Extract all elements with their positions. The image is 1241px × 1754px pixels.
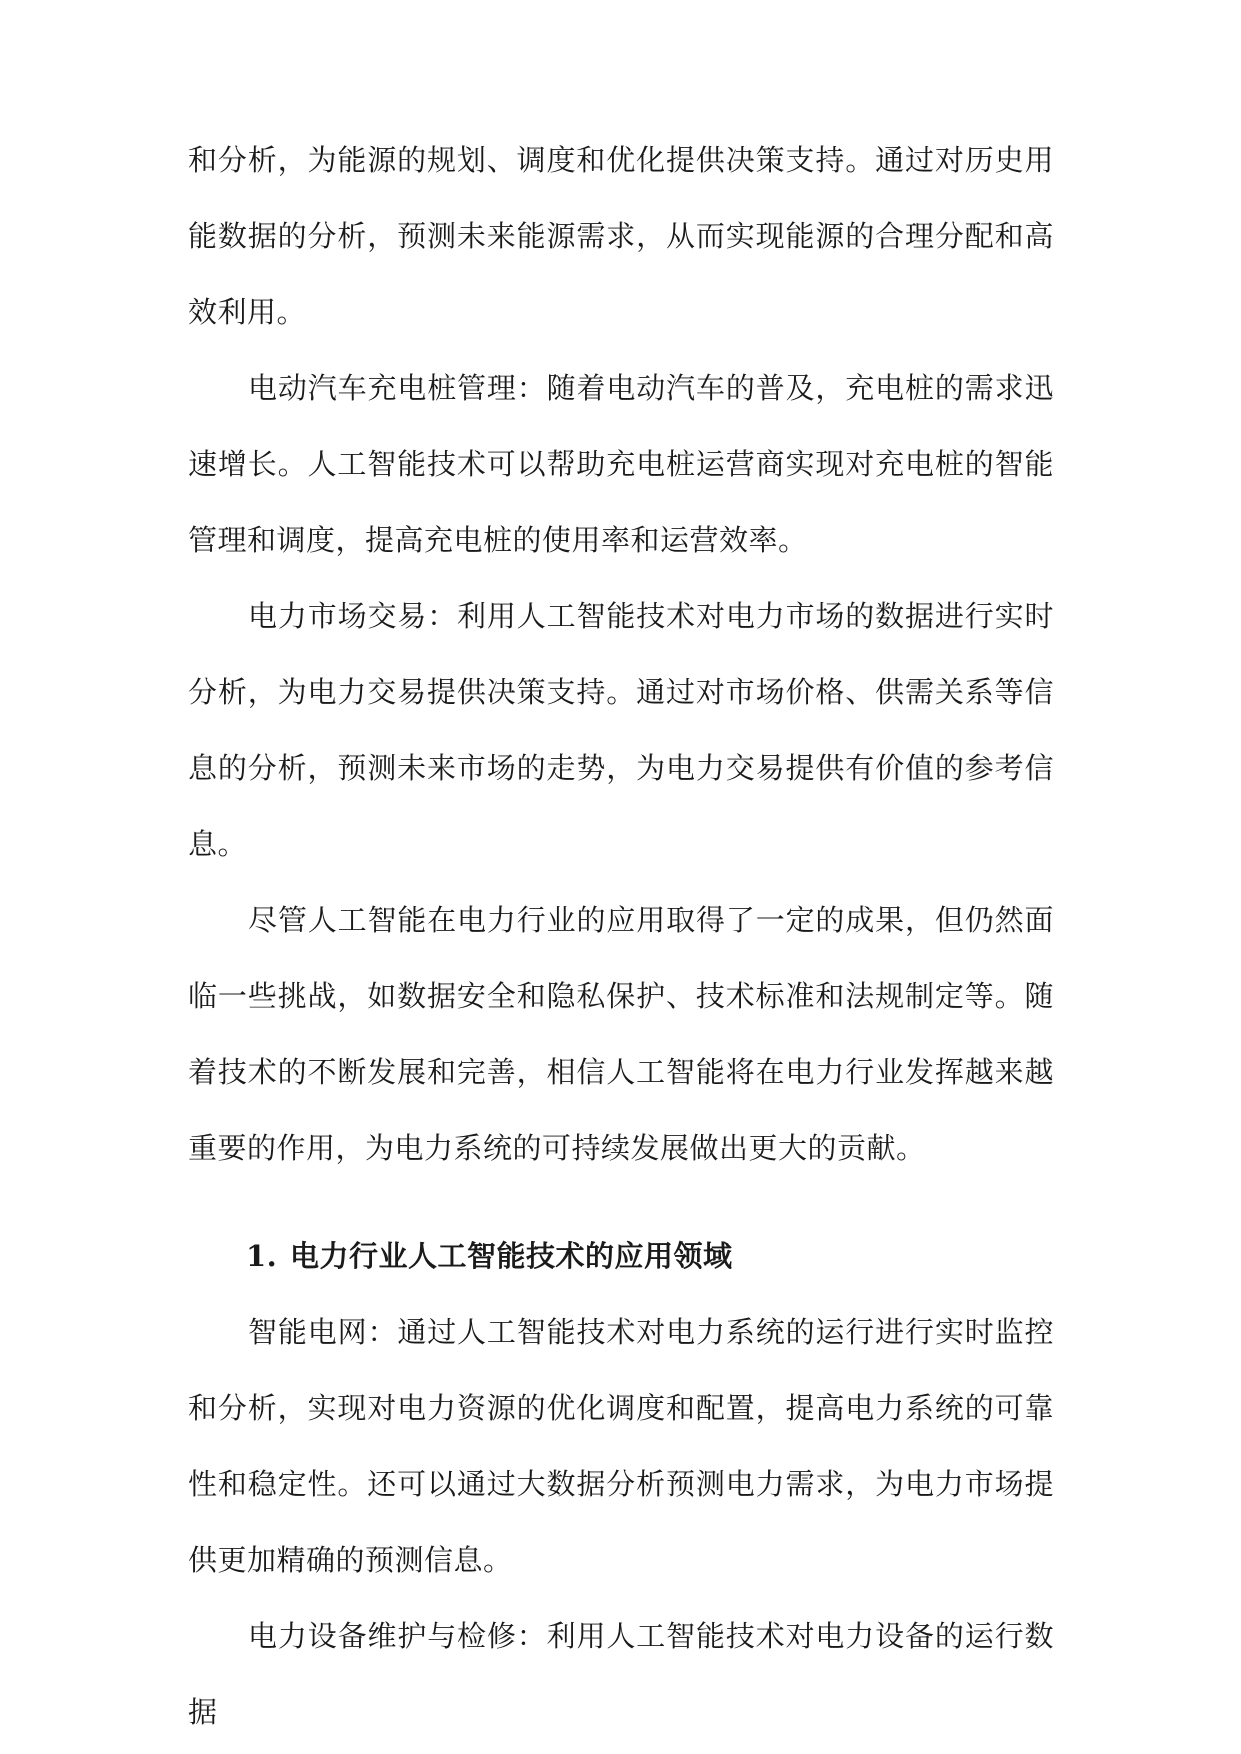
paragraph-challenges: 尽管人工智能在电力行业的应用取得了一定的成果，但仍然面临一些挑战，如数据安全和隐私保护、技术标准和法规制定等。随着技术的不断发展和完善，相信人工智能将在电力行业发挥越来越重要的作用，为电力系统的可持续发展做出更大的贡献。	[188, 903, 1054, 1165]
section-title: 电力行业人工智能技术的应用领域	[290, 1239, 733, 1273]
document-page	[188, 122, 1054, 1750]
paragraph-equipment-maintenance: 电力设备维护与检修：利用人工智能技术对电力设备的运行数据	[188, 1619, 1054, 1729]
paragraph-energy-continuation: 和分析，为能源的规划、调度和优化提供决策支持。通过对历史用能数据的分析，预测未来能源需求，从而实现能源的合理分配和高效利用。	[188, 143, 1054, 329]
section-heading	[188, 1218, 1054, 1294]
paragraph-smart-grid: 智能电网：通过人工智能技术对电力系统的运行进行实时监控和分析，实现对电力资源的优化调度和配置，提高电力系统的可靠性和稳定性。还可以通过大数据分析预测电力需求，为电力市场提供更加精确的预测信息。	[188, 1315, 1054, 1577]
paragraph-ev-charging: 电动汽车充电桩管理：随着电动汽车的普及，充电桩的需求迅速增长。人工智能技术可以帮助充电桩运营商实现对充电桩的智能管理和调度，提高充电桩的使用率和运营效率。	[188, 371, 1054, 557]
section-spacer	[188, 1186, 1054, 1218]
paragraph-market-trading: 电力市场交易：利用人工智能技术对电力市场的数据进行实时分析，为电力交易提供决策支持。通过对市场价格、供需关系等信息的分析，预测未来市场的走势，为电力交易提供有价值的参考信息。	[188, 599, 1054, 861]
section-number: 1.	[246, 1239, 278, 1273]
